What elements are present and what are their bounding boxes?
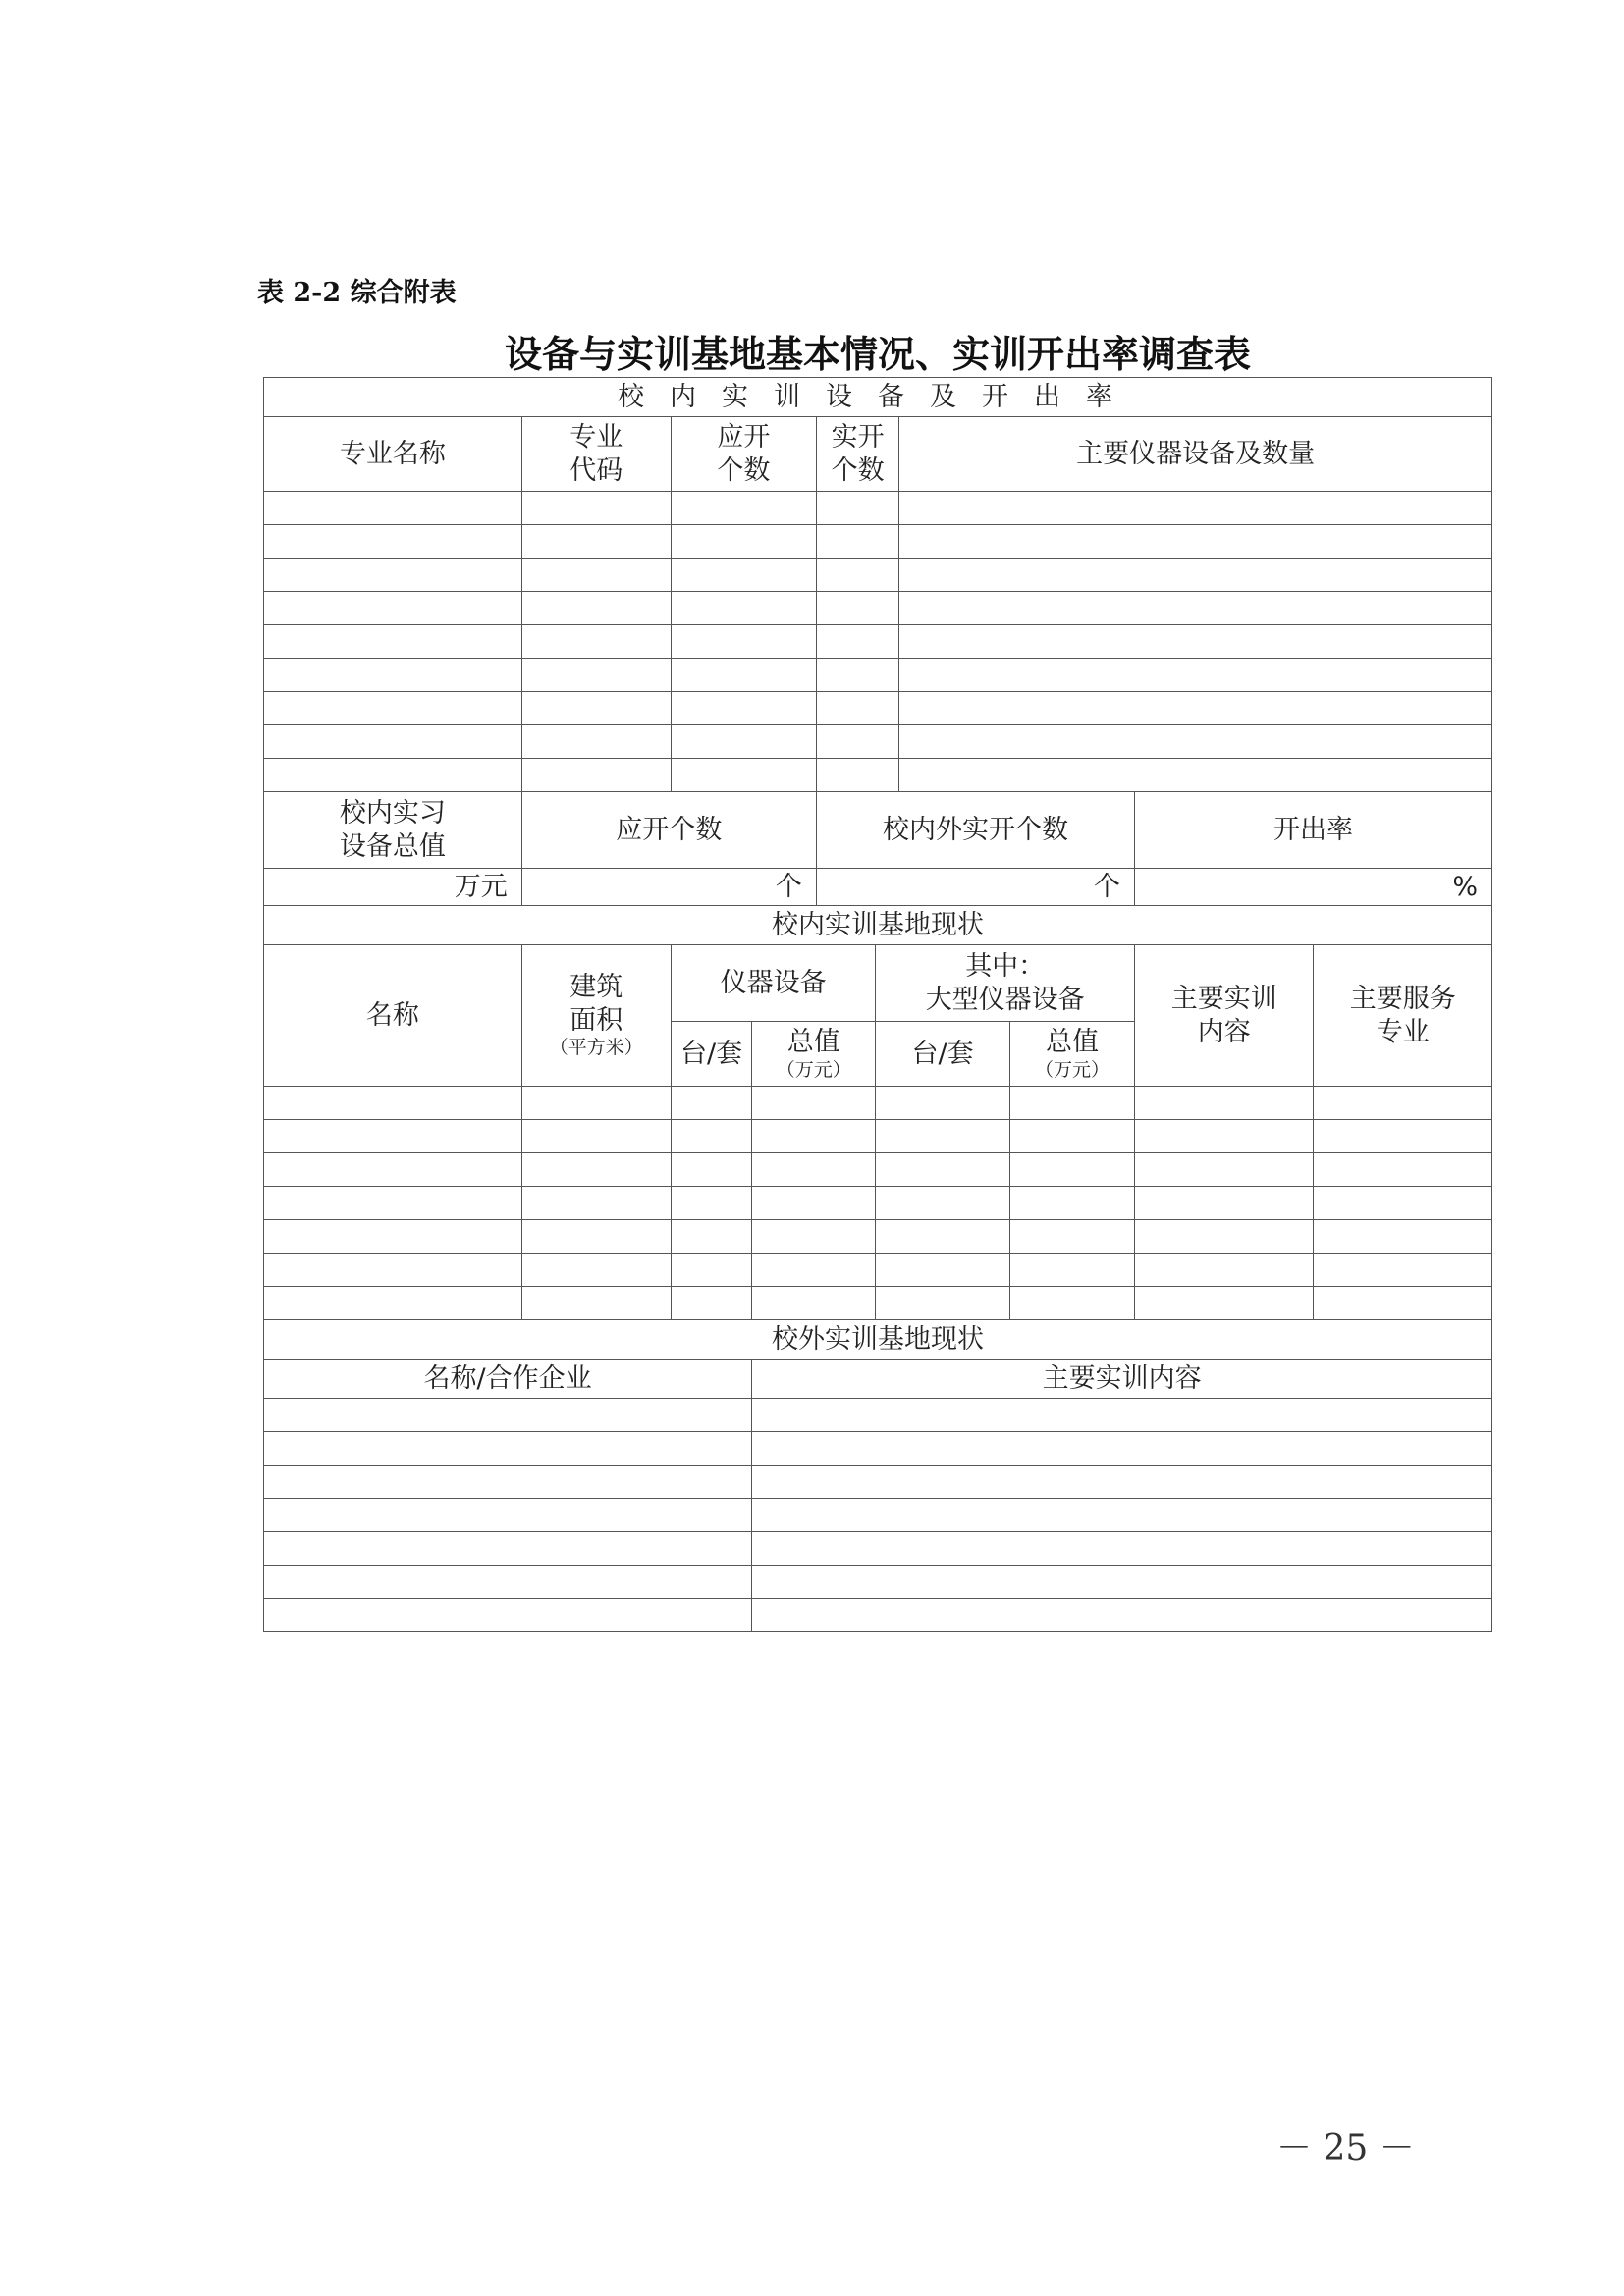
- summary-should-count-label: 应开个数: [521, 792, 816, 869]
- table-row: [264, 1187, 1492, 1220]
- table-row: [264, 1499, 1492, 1532]
- page-number: － 25 －: [1276, 2128, 1415, 2168]
- table-row: [264, 1254, 1492, 1287]
- header-main-service-major: 主要服务 专业: [1314, 945, 1492, 1087]
- header-main-equipment: 主要仪器设备及数量: [899, 417, 1492, 492]
- table-row: [264, 492, 1492, 525]
- table-row: [264, 1599, 1492, 1632]
- table-row: [264, 692, 1492, 725]
- header-large-total: 总值 （万元）: [1009, 1022, 1134, 1087]
- header-large-sets: 台/套: [876, 1022, 1010, 1087]
- summary-unit-ge-should: 个: [521, 869, 816, 906]
- table-row: [264, 592, 1492, 625]
- table-row: [264, 725, 1492, 759]
- summary-unit-ge-actual: 个: [816, 869, 1134, 906]
- summary-total-value-label: 校内实习 设备总值: [264, 792, 522, 869]
- summary-actual-count-label: 校内外实开个数: [816, 792, 1134, 869]
- section-title-internal-equipment: 校内实训设备及开出率: [264, 378, 1492, 417]
- summary-rate-label: 开出率: [1135, 792, 1492, 869]
- section-title-external-base: 校外实训基地现状: [264, 1320, 1492, 1360]
- table-row: [264, 659, 1492, 692]
- header-actual-count: 实开 个数: [816, 417, 898, 492]
- table-row: [264, 559, 1492, 592]
- table-row: [264, 625, 1492, 659]
- header-major-name: 专业名称: [264, 417, 522, 492]
- header-instrument-total: 总值 （万元）: [752, 1022, 876, 1087]
- table-row: [264, 759, 1492, 792]
- header-partner-name: 名称/合作企业: [264, 1360, 752, 1399]
- table-row: [264, 525, 1492, 559]
- header-external-content: 主要实训内容: [752, 1360, 1492, 1399]
- table-row: [264, 1466, 1492, 1499]
- header-base-name: 名称: [264, 945, 522, 1087]
- summary-unit-percent: %: [1135, 869, 1492, 906]
- table-row: [264, 1532, 1492, 1566]
- table-label: 表 2-2 综合附表: [257, 278, 457, 308]
- header-building-area: 建筑 面积 （平方米）: [521, 945, 671, 1087]
- table-row: [264, 1432, 1492, 1466]
- section-title-internal-base: 校内实训基地现状: [264, 906, 1492, 945]
- table-row: [264, 1287, 1492, 1320]
- table-row: [264, 1087, 1492, 1120]
- header-should-count: 应开 个数: [671, 417, 816, 492]
- table-row: [264, 1120, 1492, 1153]
- survey-table: [263, 377, 1492, 1632]
- document-title: 设备与实训基地基本情况、实训开出率调查表: [504, 333, 1251, 376]
- table-row: [264, 1399, 1492, 1432]
- summary-unit-wanyuan: 万元: [264, 869, 522, 906]
- header-major-code: 专业 代码: [521, 417, 671, 492]
- table-row: [264, 1566, 1492, 1599]
- header-main-training-content: 主要实训 内容: [1135, 945, 1314, 1087]
- header-large-equipment: 其中： 大型仪器设备: [876, 945, 1135, 1022]
- header-instrument-equipment: 仪器设备: [671, 945, 875, 1022]
- header-instrument-sets: 台/套: [671, 1022, 751, 1087]
- table-row: [264, 1220, 1492, 1254]
- table-row: [264, 1153, 1492, 1187]
